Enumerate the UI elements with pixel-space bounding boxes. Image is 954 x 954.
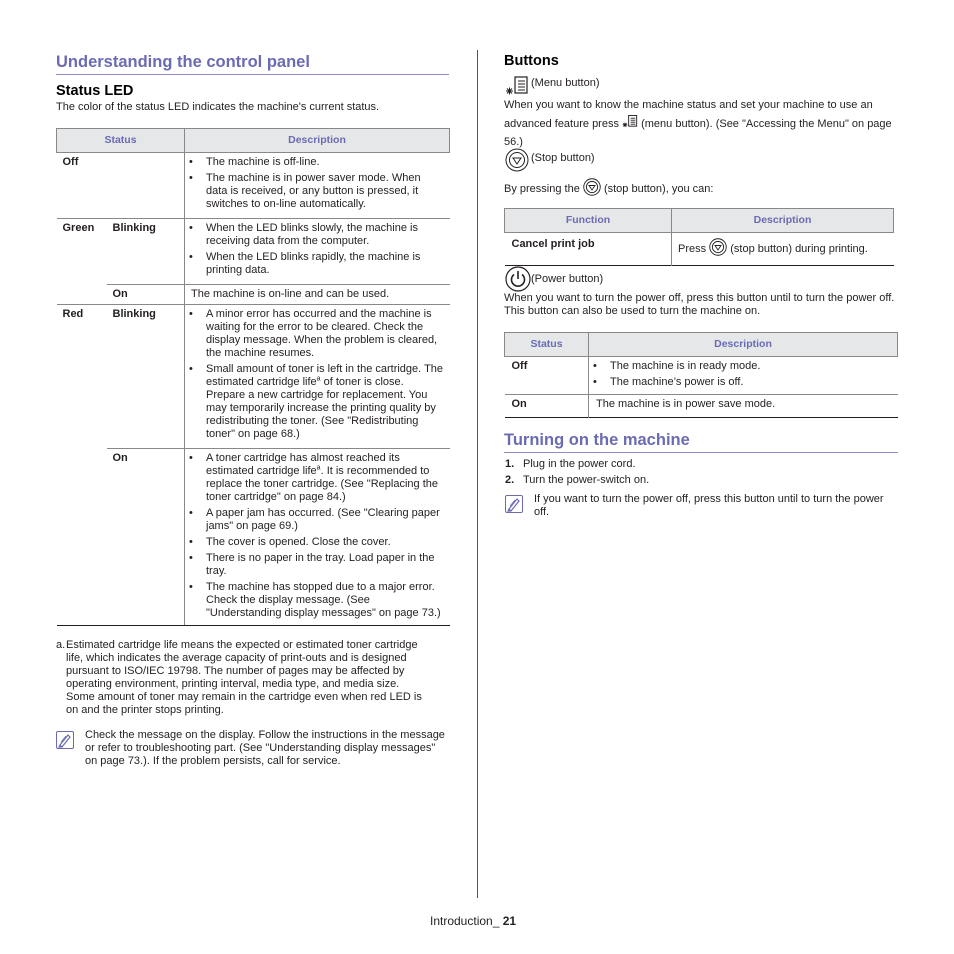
footnote-marker: a. <box>56 639 66 651</box>
status-on: On <box>107 285 185 305</box>
page-number: 21 <box>502 914 517 928</box>
list-item: • When the LED blinks slowly, the machine is receiving data from the computer. <box>187 222 440 248</box>
footnote-text: Estimated cartridge life means the expected or estimated toner cartridge life, which indicates the average capacity of print-outs and is designed pursuant to ISO/IEC 19798. The number of pages may be affected by operating environment, printing interval, media type, and media size. Some amount of toner may remain in the cartridge even when red LED is on and the printer stops printing. <box>66 639 422 716</box>
list-item: • When the LED blinks rapidly, the machine is printing data. <box>187 251 440 277</box>
function-table <box>504 208 894 266</box>
cancel-desc <box>672 233 894 266</box>
status-off: Off <box>57 153 185 219</box>
col-header-description: Description <box>589 333 898 357</box>
col-header-status: Status <box>57 129 185 153</box>
menu-caption: (Menu button) <box>531 77 600 89</box>
col-header-description: Description <box>672 209 894 233</box>
table-row <box>57 449 450 626</box>
step-number: 1. <box>505 458 515 470</box>
status-blinking: Blinking <box>107 219 185 285</box>
section-title-turning-on: Turning on the machine <box>504 431 690 449</box>
table-row <box>57 219 450 285</box>
menu-icon <box>622 114 638 135</box>
column-divider <box>477 50 478 898</box>
stop-caption: (Stop button) <box>531 152 595 164</box>
power-status-table <box>504 332 898 418</box>
power-on-desc: The machine is in power save mode. <box>596 398 776 410</box>
item-text: of toner is close. Prepare a new cartridge for replacement. You may temporarily increase the printing quality by redistributing the toner. (See "Redistributing toner" on page 68.) <box>206 376 436 440</box>
stop-text: By pressing the <box>504 182 580 195</box>
list-item: • A paper jam has occurred. (See "Clearing paper jams" on page 69.) <box>187 507 444 533</box>
buttons-heading: Buttons <box>504 53 559 69</box>
note-text: If you want to turn the power off, press this button until to turn the power off. <box>534 493 884 518</box>
stop-text: (stop button), you can: <box>603 182 714 195</box>
status-green: Green <box>57 219 107 305</box>
list-item: • The machine is in power saver mode. When data is received, or any button is pressed, it switches to on-line automatically. <box>187 172 440 211</box>
page-footer <box>430 915 516 928</box>
note-icon <box>56 731 74 749</box>
list-item: • A minor error has occurred and the machine is waiting for the error to be cleared. Check the display message. When the problem is cleared, the machine resumes. <box>187 308 444 360</box>
step-text: Turn the power-switch on. <box>523 474 650 486</box>
list-item: • The cover is opened. Close the cover. <box>187 536 444 549</box>
power-description: When you want to turn the power off, press this button until to turn the power off. This button can also be used to turn the machine on. <box>504 292 895 317</box>
col-header-function: Function <box>505 209 672 233</box>
status-led-heading: Status LED <box>56 83 134 99</box>
cancel-text: (stop button) during printing. <box>730 242 868 255</box>
list-item <box>187 452 444 504</box>
stop-icon <box>709 238 727 260</box>
stop-icon <box>583 178 601 200</box>
table-row <box>505 357 898 395</box>
status-led-table <box>56 128 450 626</box>
section-title-control-panel: Understanding the control panel <box>56 53 310 71</box>
footnote-ref: a <box>316 375 321 383</box>
cancel-label: Cancel print job <box>505 233 672 266</box>
table-row <box>57 285 450 305</box>
list-item: • The machine’s power is off. <box>591 376 892 389</box>
title-rule <box>56 74 449 75</box>
item-text: Small amount of toner is left in the cartridge. The estimated cartridge life <box>206 363 444 388</box>
green-on-desc: The machine is on-line and can be used. <box>185 285 450 305</box>
footnote-ref: a <box>316 464 321 472</box>
power-caption: (Power button) <box>531 273 604 285</box>
table-row <box>505 395 898 418</box>
list-item: • The machine is in ready mode. <box>591 360 892 373</box>
status-blinking: Blinking <box>107 305 185 449</box>
note-text: Check the message on the display. Follow the instructions in the message or refer to troubleshooting part. (See "Understanding display messages" on page 73.). If the problem persists, call for service. <box>85 729 445 767</box>
list-item <box>187 363 444 441</box>
menu-text: When you want to know the machine status and set your machine to use an advanced feature press <box>504 99 873 130</box>
status-on: On <box>107 449 185 626</box>
stop-description <box>504 178 899 200</box>
step-text: Plug in the power cord. <box>523 458 636 470</box>
item-text: . It is recommended to replace the toner cartridge. (See "Replacing the toner cartridge" on page 84.) <box>206 465 438 503</box>
list-item: • The machine is off-line. <box>187 156 440 169</box>
status-led-intro: The color of the status LED indicates the machine's current status. <box>56 101 380 113</box>
table-row <box>57 305 450 449</box>
col-header-status: Status <box>505 333 589 357</box>
col-header-description: Description <box>185 129 450 153</box>
table-row <box>505 233 894 266</box>
menu-text: (menu button). (See "Accessing the Menu" on page 56.) <box>504 117 892 148</box>
footer-section: Introduction_ <box>430 914 500 928</box>
item-text: A toner cartridge has almost reached its estimated cartridge life <box>206 452 400 477</box>
table-row <box>57 153 450 219</box>
note-icon <box>505 495 523 513</box>
power-status-on: On <box>505 395 589 418</box>
list-item: • There is no paper in the tray. Load paper in the tray. <box>187 552 444 578</box>
list-item: • The machine has stopped due to a major error. Check the display message. (See "Understanding display messages" on page 73.) <box>187 581 444 620</box>
cancel-text: Press <box>678 242 707 255</box>
title-rule <box>504 452 898 453</box>
status-red: Red <box>57 305 107 626</box>
power-status-off: Off <box>505 357 589 395</box>
step-number: 2. <box>505 474 515 486</box>
stop-icon <box>505 148 529 176</box>
menu-description <box>504 97 899 151</box>
